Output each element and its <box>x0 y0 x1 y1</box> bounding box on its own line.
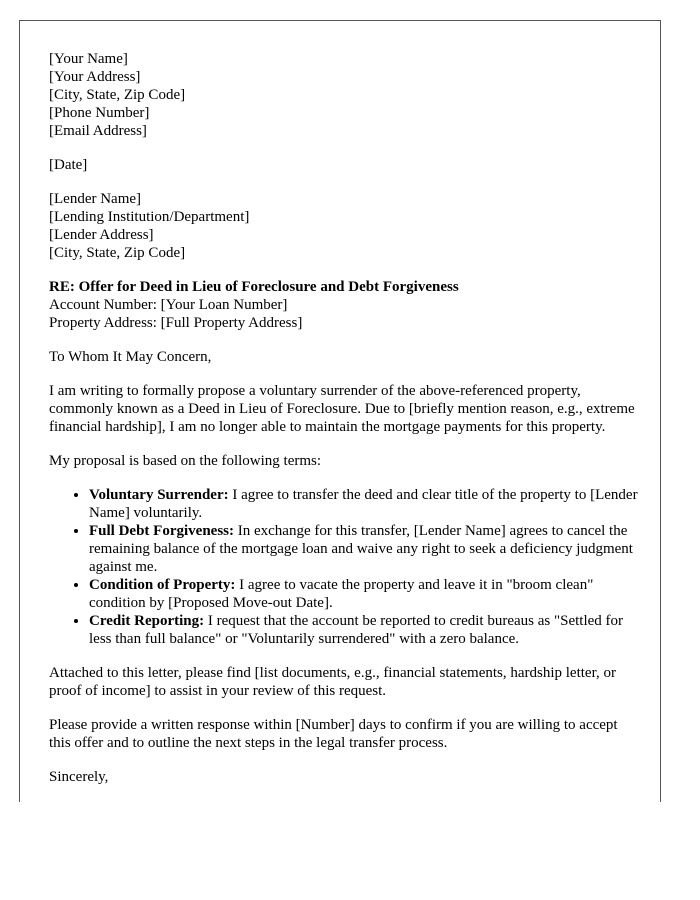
term-item <box>89 576 639 612</box>
term-item <box>89 612 639 648</box>
term-text: I request that the account be reported to credit bureaus as "Settled for less than full balance" or "Voluntarily surrendered" with a zero balance. <box>89 613 624 647</box>
proposal-intro: My proposal is based on the following terms: <box>49 453 322 469</box>
term-text: I agree to vacate the property and leave it in "broom clean" condition by [Proposed Move-out Date]. <box>89 577 594 611</box>
intro-paragraph: I am writing to formally propose a voluntary surrender of the above-referenced property, commonly known as a Deed in Lieu of Foreclosure. Due to [briefly mention reason, e.g., extreme financial hardship], I am no longer able to maintain the mortgage payments for this property. <box>49 383 635 435</box>
closing: Sincerely, <box>49 769 109 785</box>
letter-date: [Date] <box>49 157 88 173</box>
sender-block <box>49 50 639 140</box>
re-subject: RE: Offer for Deed in Lieu of Foreclosure and Debt Forgiveness <box>49 279 459 295</box>
term-label: Voluntary Surrender: <box>89 487 229 503</box>
account-number-line: Account Number: [Your Loan Number] <box>49 297 288 313</box>
letter-page <box>19 20 661 802</box>
term-text: In exchange for this transfer, [Lender Name] agrees to cancel the remaining balance of the mortgage loan and waive any right to seek a deficiency judgment against me. <box>89 523 633 575</box>
sender-email: [Email Address] <box>49 123 147 139</box>
sender-city-state-zip: [City, State, Zip Code] <box>49 87 186 103</box>
salutation: To Whom It May Concern, <box>49 349 212 365</box>
term-label: Full Debt Forgiveness: <box>89 523 234 539</box>
property-address-line: Property Address: [Full Property Address] <box>49 315 303 331</box>
lending-institution: [Lending Institution/Department] <box>49 209 250 225</box>
term-label: Credit Reporting: <box>89 613 205 629</box>
sender-name: [Your Name] <box>49 51 128 67</box>
date-block <box>49 156 639 174</box>
lender-name: [Lender Name] <box>49 191 142 207</box>
term-item <box>89 522 639 576</box>
term-label: Condition of Property: <box>89 577 236 593</box>
lender-address: [Lender Address] <box>49 227 154 243</box>
sender-address: [Your Address] <box>49 69 141 85</box>
recipient-block <box>49 190 639 262</box>
term-item <box>89 486 639 522</box>
terms-list <box>49 486 639 648</box>
letter-body <box>49 50 639 802</box>
sender-phone: [Phone Number] <box>49 105 150 121</box>
re-block <box>49 278 639 332</box>
response-paragraph: Please provide a written response within [Number] days to confirm if you are willing to accept this offer and to outline the next steps in the legal transfer process. <box>49 717 618 751</box>
term-text: I agree to transfer the deed and clear title of the property to [Lender Name] voluntarily. <box>89 487 638 521</box>
lender-city-state-zip: [City, State, Zip Code] <box>49 245 186 261</box>
attachments-paragraph: Attached to this letter, please find [list documents, e.g., financial statements, hardship letter, or proof of income] to assist in your review of this request. <box>49 665 616 699</box>
